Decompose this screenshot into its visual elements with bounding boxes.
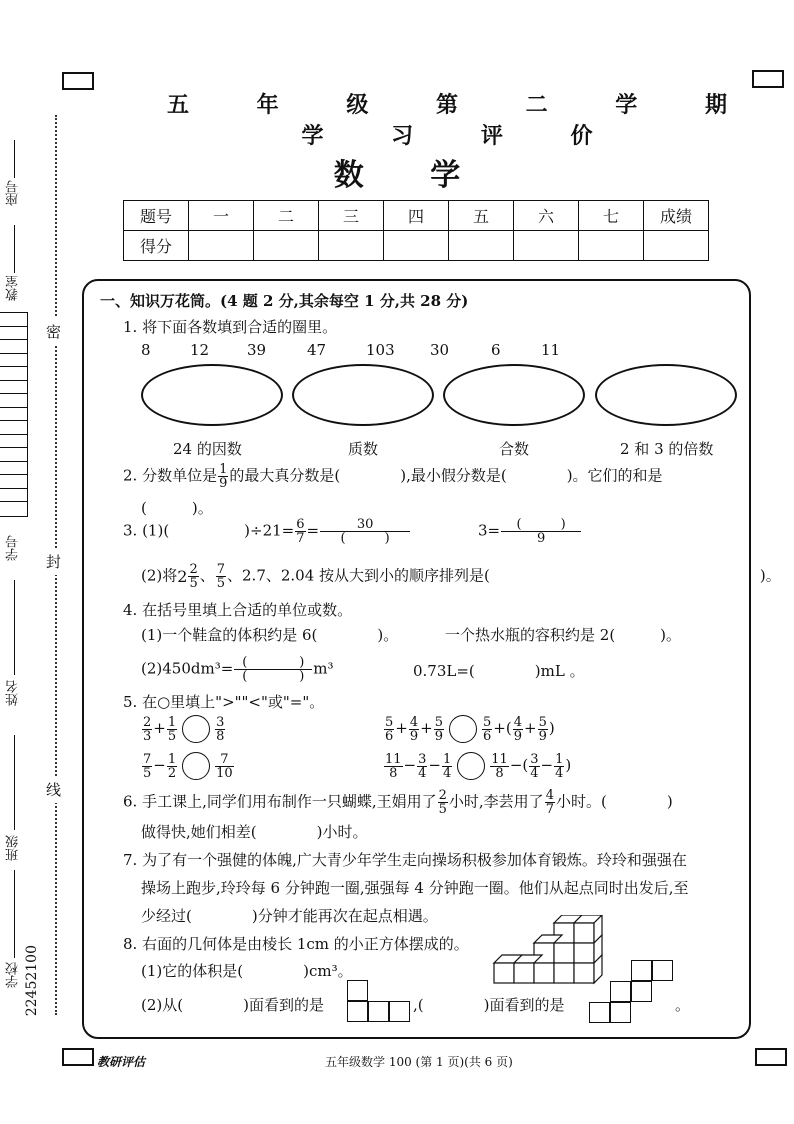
q6-line1: 6. 手工课上,同学们用布制作一只蝴蝶,王娟用了 $\frac{2}{5}$ 小时,李芸用了 $\frac{4}{7}$ 小时。( ): [123, 788, 673, 817]
score-table-cell: 三: [319, 201, 384, 231]
score-input-cell[interactable]: [514, 231, 579, 261]
q8-text: 8. 右面的几何体是由棱长 1cm 的小正方体摆成的。: [123, 935, 469, 953]
q5-text: 5. 在○里填上">""<"或"="。: [123, 693, 325, 711]
score-input-cell[interactable]: [189, 231, 254, 261]
score-input-cell[interactable]: [644, 231, 709, 261]
q1-oval-factors[interactable]: [141, 364, 283, 426]
q6-line2: 做得快,她们相差( )小时。: [141, 823, 368, 841]
q4-b: 一个热水瓶的容积约是 2( )。: [445, 626, 682, 644]
class-label: 班级: [6, 835, 21, 861]
fraction: $\frac{5}{9}$: [538, 714, 547, 744]
fraction-blank[interactable]: $\frac{30}{( )}$: [320, 518, 410, 545]
q7-line2: 操场上跑步,玲玲每 6 分钟跑一圈,强强每 4 分钟跑一圈。他们从起点同时出发后,至: [141, 879, 689, 897]
fraction: $\frac{3}{8}$: [216, 714, 225, 744]
fraction: $\frac{1}{4}$: [442, 751, 452, 781]
corner-box-bottom-left: [62, 1048, 94, 1066]
seal-char-xian: 线: [46, 776, 61, 803]
student-no-label: 学号: [6, 535, 21, 561]
q8-b1: (2)从( )面看到的是: [141, 996, 324, 1014]
score-table-cell: 成绩: [644, 201, 709, 231]
score-row-label: 得分: [124, 231, 189, 261]
q1-text: 1. 将下面各数填到合适的圈里。: [123, 318, 338, 336]
fraction: $\frac{1}{2}$: [167, 751, 177, 781]
score-input-cell[interactable]: [384, 231, 449, 261]
fraction: $\frac{1}{5}$: [167, 714, 177, 744]
score-input-cell[interactable]: [254, 231, 319, 261]
q1-number: 47: [307, 341, 327, 359]
class-line: [14, 735, 15, 830]
score-table-cell: 一: [189, 201, 254, 231]
q1-oval-multiples[interactable]: [595, 364, 737, 426]
corner-box-bottom-right: [755, 1048, 787, 1066]
room-line: [14, 225, 15, 273]
fraction: $\frac{2}{3}$: [143, 714, 152, 744]
q8-cube-solid: [492, 915, 612, 985]
fraction: $\frac{2}{5}$: [438, 788, 447, 817]
seat-label: 座号: [6, 180, 21, 206]
name-label: 姓名: [6, 680, 21, 706]
fraction: $\frac{1}{9}$: [219, 462, 228, 491]
corner-box-top-right: [752, 70, 784, 88]
q7-line1: 7. 为了有一个强健的体魄,广大青少年学生走向操场积极参加体育锻炼。玲玲和强强在: [123, 851, 687, 869]
fraction: $\frac{5}{6}$: [483, 714, 492, 744]
fraction: $\frac{4}{9}$: [513, 714, 522, 744]
section1-heading: 一、知识万花筒。(4 题 2 分,其余每空 1 分,共 28 分): [100, 292, 469, 310]
q5-row1-right: $\frac{5}{6}$ + $\frac{4}{9}$ + $\frac{5}{9}$ $\frac{5}{6}$ +( $\frac{4}{9}$ + $\frac{5}{9}$ ): [385, 714, 555, 744]
score-table-score-row: [124, 231, 709, 261]
q1-number: 30: [430, 341, 450, 359]
compare-circle[interactable]: [457, 752, 485, 780]
score-table-cell: 四: [384, 201, 449, 231]
q1-oval-label: 质数: [348, 440, 379, 458]
fraction: $\frac{2}{5}$: [189, 562, 198, 591]
q1-number: 39: [247, 341, 267, 359]
q5-row2-right: $\frac{11}{8}$ − $\frac{3}{4}$ − $\frac{1}{4}$ $\frac{11}{8}$ −( $\frac{3}{4}$ − $\frac{1}{4}$ ): [385, 751, 572, 781]
fraction-blank[interactable]: $\frac{( )}{9}$: [501, 518, 581, 545]
q2-text-a: 2. 分数单位是: [123, 466, 218, 485]
fraction: $\frac{5}{9}$: [434, 714, 443, 744]
q1-number: 6: [491, 341, 501, 359]
fraction: $\frac{11}{8}$: [385, 751, 402, 781]
q4-c: (2)450dm³= $\frac{( )}{( )}$ m³: [141, 655, 334, 684]
fraction: $\frac{1}{4}$: [555, 751, 564, 781]
footer-left: 教研评估: [97, 1055, 146, 1069]
score-table: [123, 200, 709, 261]
fraction: $\frac{7}{5}$: [143, 751, 152, 781]
footer-page-info: 五年级数学 100 (第 1 页)(共 6 页): [325, 1055, 513, 1069]
q5-row1-left: $\frac{2}{3}$ + $\frac{1}{5}$ $\frac{3}{8}$: [143, 714, 225, 744]
q8-a: (1)它的体积是( )cm³。: [141, 962, 353, 980]
score-table-cell: 六: [514, 201, 579, 231]
q1-oval-composites[interactable]: [443, 364, 585, 426]
q2-line2: ( )。: [141, 499, 213, 517]
score-input-cell[interactable]: [319, 231, 384, 261]
q4-d: 0.73L=( )mL 。: [413, 662, 585, 680]
name-line: [14, 580, 15, 675]
score-table-header-row: [124, 201, 709, 231]
seal-char-mi: 密: [46, 318, 61, 345]
q2-text-b: 的最大真分数是( ),最小假分数是( )。它们的和是: [229, 466, 663, 485]
exam-title: 五 年 级 第 二 学 期 学 习 评 价: [167, 92, 757, 149]
compare-circle[interactable]: [449, 715, 477, 743]
q4-a: (1)一个鞋盒的体积约是 6( )。: [141, 626, 399, 644]
fraction: $\frac{3}{4}$: [418, 751, 427, 781]
q3-line1b: 3= $\frac{( )}{9}$: [478, 518, 582, 545]
q7-line3: 少经过( )分钟才能再次在起点相遇。: [141, 907, 438, 925]
q8-b3: 。: [675, 996, 691, 1014]
compare-circle[interactable]: [182, 752, 210, 780]
score-input-cell[interactable]: [449, 231, 514, 261]
q1-number: 103: [366, 341, 395, 359]
q1-number: 11: [541, 341, 561, 359]
q1-oval-label: 24 的因数: [173, 440, 242, 458]
school-line: [14, 870, 15, 958]
score-table-cell: 七: [579, 201, 644, 231]
student-number-grid[interactable]: [0, 312, 28, 517]
q5-row2-left: $\frac{7}{5}$ − $\frac{1}{2}$ $\frac{7}{10}$: [143, 751, 233, 781]
fraction: $\frac{4}{7}$: [545, 788, 554, 817]
score-table-cell: 二: [254, 201, 319, 231]
score-table-cell: 五: [449, 201, 514, 231]
fraction: $\frac{7}{5}$: [216, 562, 226, 591]
q2-line1: [123, 463, 663, 490]
q8-b2: ,( )面看到的是: [413, 996, 565, 1014]
q1-number: 12: [190, 341, 210, 359]
fraction: $\frac{11}{8}$: [491, 751, 508, 781]
fraction: $\frac{4}{9}$: [409, 714, 419, 744]
q4-text: 4. 在括号里填上合适的单位或数。: [123, 601, 353, 619]
score-table-cell: 题号: [124, 201, 189, 231]
q3-line2: (2)将2 $\frac{2}{5}$ 、 $\frac{7}{5}$ 、2.7、2.04 按从大到小的顺序排列是( )。: [141, 562, 781, 591]
q3-line1: 3. (1)( )÷21= $\frac{6}{7}$ = $\frac{30}{( )}$: [123, 518, 411, 545]
seal-char-feng: 封: [46, 548, 61, 575]
q1-number: 8: [141, 341, 151, 359]
fraction: $\frac{3}{4}$: [530, 751, 539, 781]
fraction-blank[interactable]: $\frac{( )}{( )}$: [234, 656, 312, 683]
subject-title: 数 学: [333, 158, 489, 193]
code-label: 22452100: [24, 945, 40, 1017]
fraction: $\frac{6}{7}$: [296, 517, 305, 546]
q1-oval-primes[interactable]: [292, 364, 434, 426]
score-input-cell[interactable]: [579, 231, 644, 261]
q1-oval-label: 2 和 3 的倍数: [620, 440, 714, 458]
q1-oval-label: 合数: [499, 440, 530, 458]
fraction: $\frac{5}{6}$: [385, 714, 394, 744]
school-label: 学校: [6, 962, 21, 988]
compare-circle[interactable]: [182, 715, 210, 743]
room-label: 教室: [6, 275, 21, 301]
fraction: $\frac{7}{10}$: [216, 751, 233, 781]
